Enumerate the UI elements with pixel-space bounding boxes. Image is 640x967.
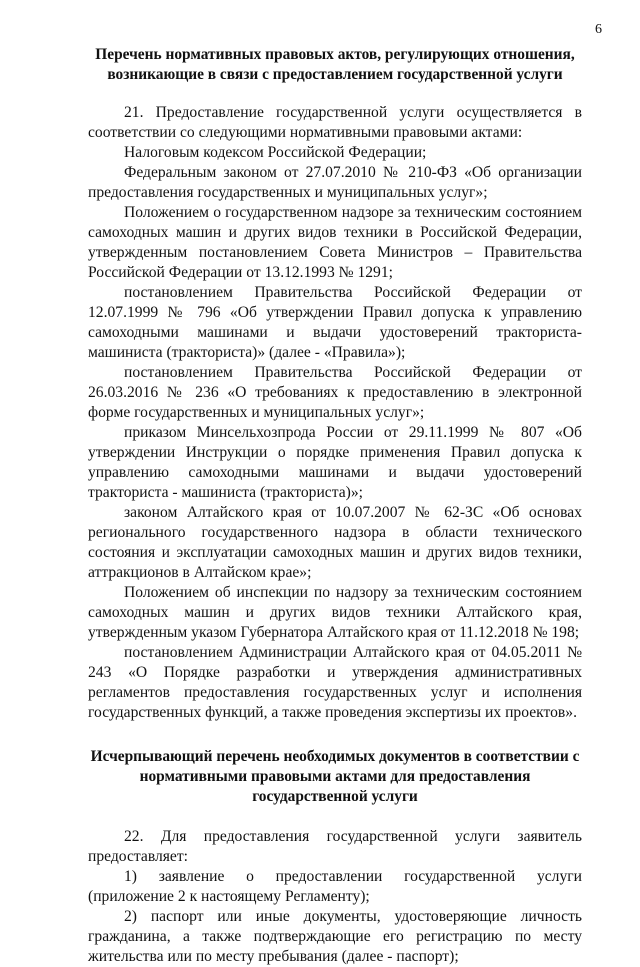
paragraph-resolution-236: постановлением Правительства Российской Федерации от 26.03.2016 № 236 «О требованиях к предоставлению в электронной форме государственных и муниципальных услуг»; <box>88 364 582 421</box>
paragraph-tax-code: Налоговым кодексом Российской Федерации; <box>124 144 427 161</box>
document-body <box>88 45 582 967</box>
paragraph-22-intro: 22. Для предоставления государственной услуги заявитель предоставляет: <box>88 828 582 865</box>
section-heading-required-documents <box>88 747 582 807</box>
heading-line: нормативными правовыми актами для предоставления <box>139 768 531 785</box>
paragraph-resolution-796: постановлением Правительства Российской Федерации от 12.07.1999 № 796 «Об утверждении Правил допуска к управлению самоходными машинами и выдачи удостоверений тракториста-машиниста (тракториста)» (далее - «Правила»); <box>88 284 582 361</box>
paragraph-item-2-passport: 2) паспорт или иные документы, удостоверяющие личность гражданина, а также подтверждающие его регистрацию по месту жительства или по месту пребывания (далее - паспорт); <box>88 908 582 965</box>
paragraph-altai-law-62: законом Алтайского края от 10.07.2007 № 62-ЗС «Об основах регионального государственного надзора в области технического состояния и эксплуатации самоходных машин и других видов техники, аттракционов в Алтайском крае»; <box>88 504 582 581</box>
paragraph-inspection-regulation: Положением об инспекции по надзору за техническим состоянием самоходных машин и других видов техники Алтайского края, утвержденным указом Губернатора Алтайского края от 11.12.2018 № 198; <box>88 584 582 641</box>
paragraph-supervision-regulation: Положением о государственном надзоре за техническим состоянием самоходных машин и других видов техники в Российской Федерации, утвержденным постановлением Совета Министров – Правительства Российской Федерации от 13.12.1993 № 1291; <box>88 204 582 281</box>
heading-line: Исчерпывающий перечень необходимых документов в соответствии с <box>90 748 580 765</box>
paragraph-item-1-application: 1) заявление о предоставлении государственной услуги (приложение 2 к настоящему Регламенту); <box>88 868 582 905</box>
section-heading-regulatory-acts <box>88 45 582 85</box>
paragraph-resolution-243: постановлением Администрации Алтайского края от 04.05.2011 № 243 «О Порядке разработки и утверждения административных регламентов предоставления государственных услуг и исполнения государственных функций, а также проведения экспертизы их проектов». <box>88 644 582 721</box>
heading-line: государственной услуги <box>252 788 418 805</box>
paragraph-order-807: приказом Минсельхозпрода России от 29.11.1999 № 807 «Об утверждении Инструкции о порядке применения Правил допуска к управлению самоходными машинами и выдачи удостоверений тракториста - машиниста (тракториста)»; <box>88 424 582 501</box>
heading-line: Перечень нормативных правовых актов, регулирующих отношения, <box>95 46 575 63</box>
paragraph-21-intro: 21. Предоставление государственной услуги осуществляется в соответствии со следующими нормативными правовыми актами: <box>88 104 582 141</box>
heading-line: возникающие в связи с предоставлением государственной услуги <box>107 66 563 83</box>
paragraph-federal-law-210: Федеральным законом от 27.07.2010 № 210-ФЗ «Об организации предоставления государственных и муниципальных услуг»; <box>88 164 582 201</box>
page-number: 6 <box>595 22 602 37</box>
